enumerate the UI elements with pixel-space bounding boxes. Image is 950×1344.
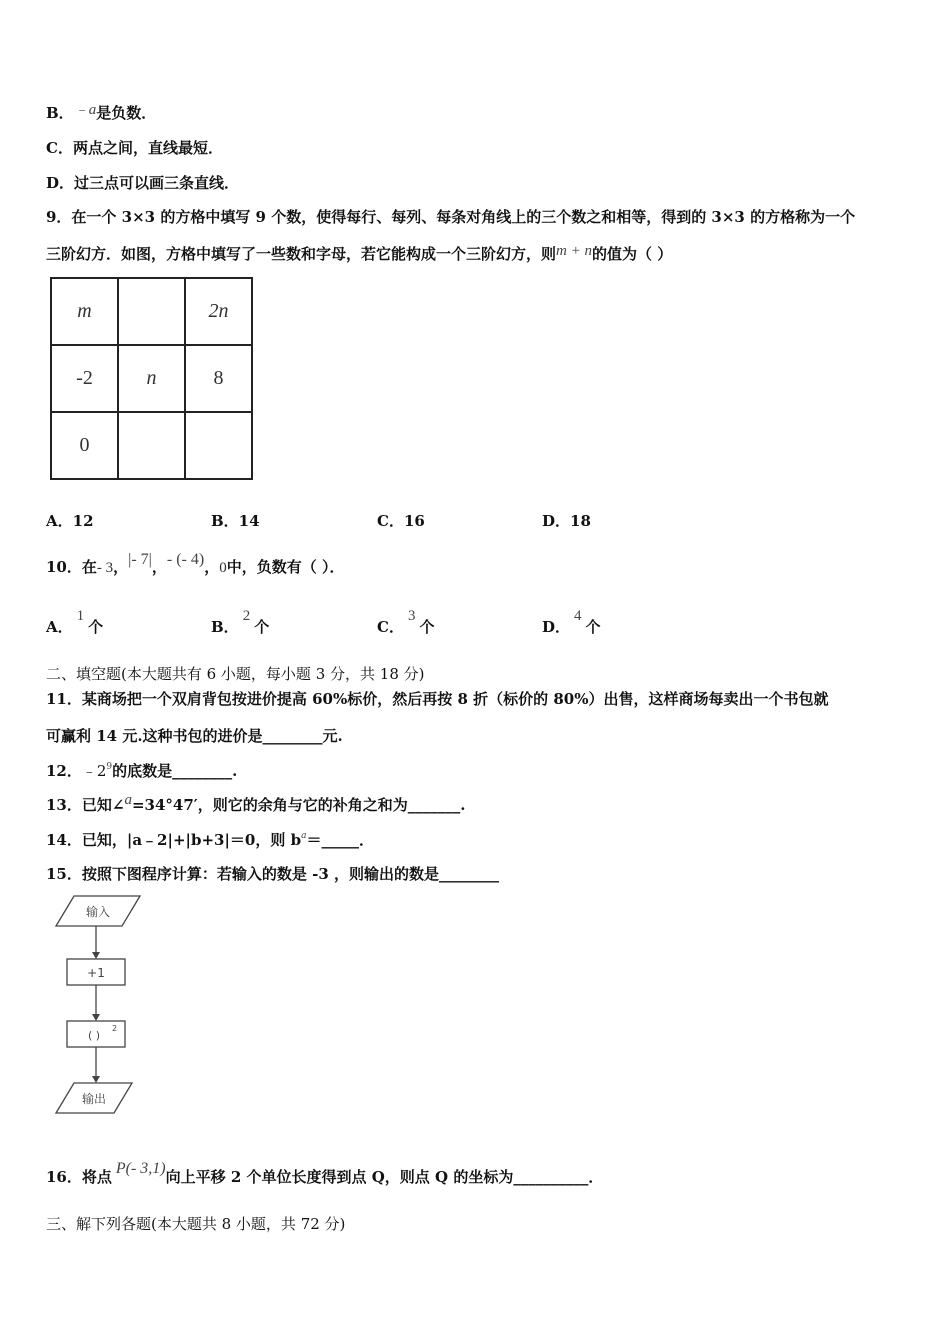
q9-line2 bbox=[46, 243, 672, 264]
grid-row bbox=[51, 412, 252, 479]
q14-exp: a bbox=[301, 831, 307, 841]
q10-option-d bbox=[542, 608, 601, 637]
q10-option-b bbox=[211, 608, 270, 637]
q15: 15．按照下图程序计算：若输入的数是 -3 ，则输出的数是________ bbox=[46, 865, 499, 883]
q10-option-label: C． bbox=[377, 618, 404, 636]
q8-option-d: D．过三点可以画三条直线． bbox=[46, 174, 240, 192]
q10-option-unit: 个 bbox=[88, 618, 104, 636]
q10-option-num: 4 bbox=[574, 608, 582, 624]
q12-suffix: 的底数是________. bbox=[112, 762, 238, 780]
flow-input-label: 输入 bbox=[85, 905, 111, 919]
q10-option-num: 2 bbox=[242, 608, 251, 624]
q14-text-b: ＝_____． bbox=[306, 831, 374, 849]
q10-value-4: 0 bbox=[219, 560, 227, 576]
q9-option-c: C．16 bbox=[377, 512, 425, 530]
flowchart bbox=[40, 890, 180, 1130]
section-3-heading: 三、解下列各题(本大题共 8 小题，共 72 分) bbox=[46, 1215, 346, 1233]
q10-stem bbox=[46, 551, 345, 577]
q10-suffix: 中，负数有（ ）． bbox=[226, 558, 345, 576]
q8-option-b-math: ﹣a bbox=[73, 102, 97, 118]
grid-cell bbox=[118, 412, 185, 479]
q16 bbox=[46, 1160, 604, 1187]
q9-line2-math: m + n bbox=[556, 243, 592, 259]
q10-option-unit: 个 bbox=[254, 618, 270, 636]
q10-option-a bbox=[46, 608, 104, 637]
q10-sep: ， bbox=[151, 558, 167, 576]
q13 bbox=[46, 794, 465, 815]
grid-cell: m bbox=[51, 278, 118, 345]
q10-prefix: 10．在 bbox=[46, 558, 97, 576]
q8-option-b-label: B． bbox=[46, 104, 74, 122]
grid-cell: -2 bbox=[51, 345, 118, 412]
magic-square-grid bbox=[50, 277, 253, 480]
q8-option-c: C．两点之间，直线最短． bbox=[46, 139, 223, 157]
q11-line2: 可赢利 14 元.这种书包的进价是________元. bbox=[46, 727, 343, 745]
q10-option-unit: 个 bbox=[419, 618, 435, 636]
q10-sep: ， bbox=[204, 558, 220, 576]
q9-line1: 9．在一个 3×3 的方格中填写 9 个数，使得每行、每列、每条对角线上的三个数之和相等，得到的 3×3 的方格称为一个 bbox=[46, 208, 856, 226]
q10-option-label: A． bbox=[46, 618, 73, 636]
q12-prefix: 12． bbox=[46, 762, 82, 780]
q12-math: ﹣2 bbox=[81, 762, 107, 780]
q9-option-d: D．18 bbox=[542, 512, 591, 530]
grid-cell bbox=[185, 412, 252, 479]
q10-value-3: - (- 4) bbox=[166, 551, 205, 568]
q13-prefix: 13．已知∠ bbox=[46, 796, 125, 814]
grid-cell: 0 bbox=[51, 412, 118, 479]
q12 bbox=[46, 760, 237, 781]
flow-step2-label: ( ) bbox=[87, 1029, 101, 1042]
q16-suffix: 向上平移 2 个单位长度得到点 Q，则点 Q 的坐标为__________． bbox=[165, 1168, 604, 1186]
q10-value-2: |- 7| bbox=[128, 551, 152, 568]
q10-option-unit: 个 bbox=[585, 618, 601, 636]
q16-math: P(- 3,1) bbox=[115, 1160, 166, 1177]
q10-option-num: 3 bbox=[407, 608, 416, 624]
q10-option-label: D． bbox=[542, 618, 571, 636]
q10-sep: ， bbox=[113, 558, 129, 576]
q10-option-label: B． bbox=[211, 618, 239, 636]
grid-row bbox=[51, 345, 252, 412]
q9-line2-text-b: 的值为（ ） bbox=[591, 245, 673, 263]
q14 bbox=[46, 829, 374, 850]
grid-cell: n bbox=[118, 345, 185, 412]
grid-row bbox=[51, 278, 252, 345]
q16-prefix: 16．将点 bbox=[46, 1168, 112, 1186]
q11-line1: 11．某商场把一个双肩背包按进价提高 60%标价，然后再按 8 折（标价的 80%）出售，这样商场每卖出一个书包就 bbox=[46, 690, 829, 708]
q8-option-b-text: 是负数． bbox=[96, 104, 157, 122]
flow-arrowhead bbox=[92, 1076, 100, 1083]
q10-option-c bbox=[377, 608, 435, 637]
q13-math: a bbox=[124, 792, 132, 808]
q13-suffix: =34°47′，则它的余角与它的补角之和为_______. bbox=[131, 796, 466, 814]
q10-value-1: - 3 bbox=[96, 560, 114, 576]
flow-step1-label: +1 bbox=[87, 966, 105, 980]
flow-output-label: 输出 bbox=[81, 1092, 107, 1106]
grid-cell: 2n bbox=[185, 278, 252, 345]
q8-option-b bbox=[46, 102, 156, 123]
section-2-heading: 二、填空题(本大题共有 6 小题，每小题 3 分，共 18 分) bbox=[46, 665, 425, 683]
grid-cell: 8 bbox=[185, 345, 252, 412]
q10-option-num: 1 bbox=[76, 608, 85, 624]
q9-option-a: A．12 bbox=[46, 512, 94, 530]
flow-step2-exp: 2 bbox=[112, 1024, 118, 1033]
flow-arrowhead bbox=[92, 952, 100, 959]
q14-text-a: 14．已知，|a﹣2|+|b+3|＝0，则 b bbox=[46, 831, 302, 849]
grid-cell bbox=[118, 278, 185, 345]
flow-arrowhead bbox=[92, 1014, 100, 1021]
q12-exp: 9 bbox=[106, 762, 113, 772]
q9-line2-text-a: 三阶幻方．如图，方格中填写了一些数和字母，若它能构成一个三阶幻方，则 bbox=[46, 245, 557, 263]
q9-option-b: B．14 bbox=[211, 512, 260, 530]
